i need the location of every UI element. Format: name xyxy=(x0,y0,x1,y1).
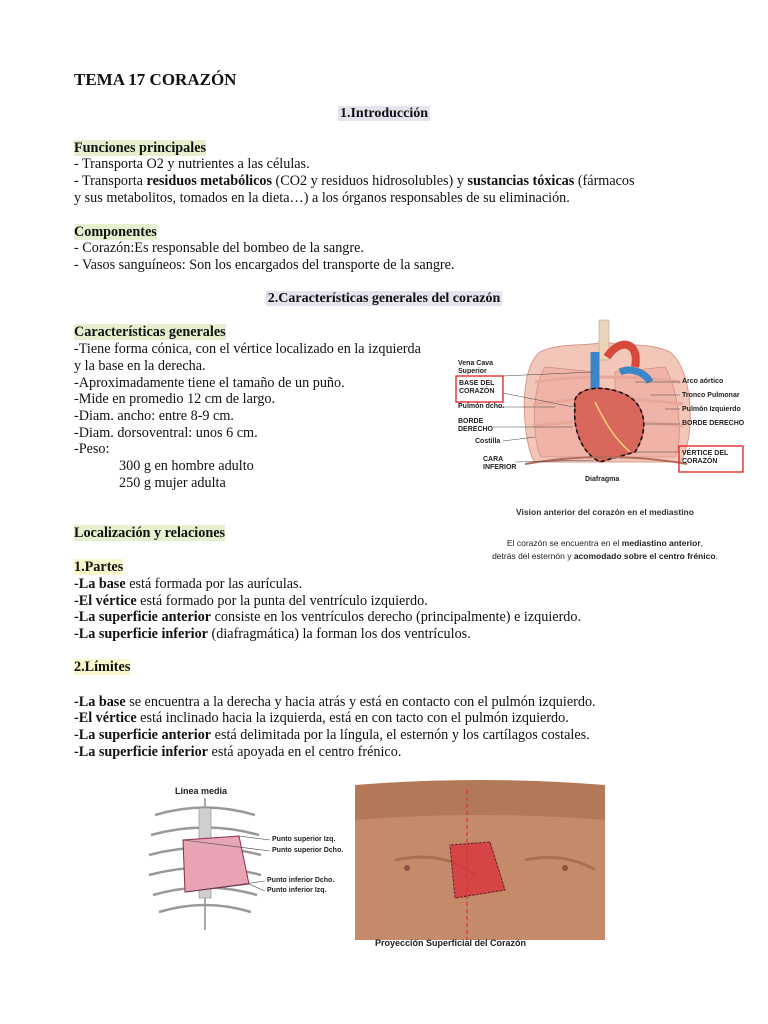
page-title: TEMA 17 CORAZÓN xyxy=(74,70,237,89)
label-tronco-pulmonar: Tronco Pulmonar xyxy=(682,392,740,399)
partes-heading: 1.Partes xyxy=(74,559,124,575)
partes-line: -La superficie inferior (diafragmática) la forman los dos ventrículos. xyxy=(74,626,471,642)
label-costilla: Costilla xyxy=(475,438,501,445)
funciones-line-2: - Transporta residuos metabólicos (CO2 y residuos hidrosolubles) y sustancias tóxicas (fármacos xyxy=(74,173,635,189)
projection-illustration xyxy=(145,780,615,955)
label-base-corazon: BASE DEL CORAZÓN xyxy=(459,380,495,395)
section-heading-caracteristicas: 2.Características generales del corazón xyxy=(267,291,501,306)
caracteristicas-heading: Características generales xyxy=(74,324,226,340)
componentes-heading: Componentes xyxy=(74,224,157,240)
label-punto-superior-dcho: Punto superior Dcho. xyxy=(272,847,344,854)
label-linea-media: Línea media xyxy=(175,786,228,796)
label-vena-cava: Vena Cava Superior xyxy=(458,360,494,375)
label-punto-inferior-izq: Punto inferior Izq. xyxy=(267,887,327,894)
limites-line: -La base se encuentra a la derecha y hacia atrás y está en contacto con el pulmón izquierdo. xyxy=(74,694,596,710)
label-cara-inferior: CARA INFERIOR xyxy=(483,456,517,471)
label-vertice: VÉRTICE DEL CORAZÓN xyxy=(682,450,729,465)
caracteristicas-line: y la base en la derecha. xyxy=(74,358,206,374)
componentes-line-2: - Vasos sanguíneos: Son los encargados del transporte de la sangre. xyxy=(74,257,455,273)
figure1-caption: El corazón se encuentra en el mediastino anterior, detrás del esternón y acomodado sobre el centro frénico. xyxy=(492,538,718,561)
label-arco-aortico: Arco aórtico xyxy=(682,378,724,385)
label-borde-derecho-2: BORDE DERECHO xyxy=(682,420,745,427)
label-diafragma: Diafragma xyxy=(585,476,620,483)
heart-projection-figure xyxy=(145,780,615,955)
limites-heading: 2.Límites xyxy=(74,659,131,675)
caracteristicas-line: -Aproximadamente tiene el tamaño de un puño. xyxy=(74,375,345,391)
partes-line: -La superficie anterior consiste en los ventrículos derecho (principalmente) e izquierdo. xyxy=(74,609,582,625)
partes-line: -El vértice está formado por la punta del ventrículo izquierdo. xyxy=(74,593,428,609)
localizacion-heading: Localización y relaciones xyxy=(74,525,226,541)
caracteristicas-line: -Diam. ancho: entre 8-9 cm. xyxy=(74,408,234,424)
label-punto-superior-izq: Punto superior Izq. xyxy=(272,836,336,843)
componentes-line-1: - Corazón:Es responsable del bombeo de la sangre. xyxy=(74,240,364,256)
caracteristicas-line: -Mide en promedio 12 cm de largo. xyxy=(74,391,276,407)
peso-hombre: 300 g en hombre adulto xyxy=(119,458,254,474)
heart-mediastinum-figure xyxy=(455,312,755,572)
funciones-heading: Funciones principales xyxy=(74,140,207,156)
section-heading-intro: 1.Introducción xyxy=(339,106,429,121)
partes-line: -La base está formada por las aurículas. xyxy=(74,576,303,592)
limites-line: -La superficie inferior está apoyada en el centro frénico. xyxy=(74,744,402,760)
caracteristicas-line: -Tiene forma cónica, con el vértice localizado en la izquierda xyxy=(74,341,421,357)
limites-line: -La superficie anterior está delimitada por la língula, el esternón y los cartílagos costales. xyxy=(74,727,590,743)
label-pulmon-izquierdo: Pulmón Izquierdo xyxy=(682,406,741,413)
label-pulmon-dcho: Pulmón dcho. xyxy=(458,403,505,410)
caracteristicas-line: -Diam. dorsoventral: unos 6 cm. xyxy=(74,425,258,441)
figure2-caption: Proyección Superficial del Corazón xyxy=(375,938,527,948)
label-punto-inferior-dcho: Punto inferior Dcho. xyxy=(267,877,335,884)
figure1-caption-title: Vision anterior del corazón en el mediastino xyxy=(516,507,694,517)
label-borde-derecho: BORDE DERECHO xyxy=(458,418,494,433)
limites-line: -El vértice está inclinado hacia la izquierda, está en con tacto con el pulmón izquierdo. xyxy=(74,710,569,726)
funciones-line-3: y sus metabolitos, tomados en la dieta…) a los órganos responsables de su eliminación. xyxy=(74,190,570,206)
funciones-line-1: - Transporta O2 y nutrientes a las células. xyxy=(74,156,310,172)
caracteristicas-line: -Peso: xyxy=(74,441,110,457)
peso-mujer: 250 g mujer adulta xyxy=(119,475,226,491)
